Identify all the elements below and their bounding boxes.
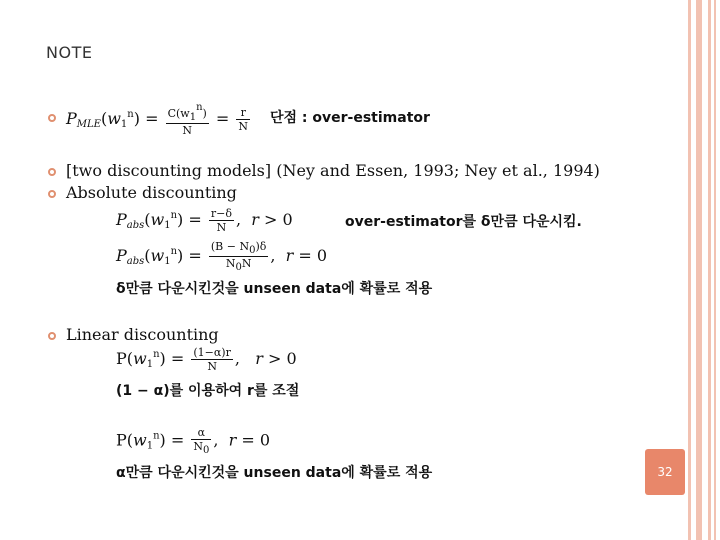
models-header: [two discounting models] (Ney and Essen, 1993; Ney et al., 1994) [66, 161, 600, 180]
absolute-header: Absolute discounting [66, 183, 237, 202]
decor-stripe [714, 0, 716, 540]
abs-unseen-note: δ만큼 다운시킨것을 unseen data에 확률로 적용 [116, 281, 433, 297]
bullet-icon [48, 332, 56, 340]
mle-note: 단점 : over-estimator [270, 110, 430, 126]
linear-formula-1: $P(w_1^n)$ = $\frac{(1-\alpha)r}{N}$ , r > 0 [116, 346, 297, 373]
linear-adjust-note: (1 − α)를 이용하여 r를 조절 [116, 383, 300, 399]
linear-unseen-note: α만큼 다운시킨것을 unseen data에 확률로 적용 [116, 465, 433, 481]
bullet-icon [48, 190, 56, 198]
decor-stripe [688, 0, 691, 540]
bullet-icon [48, 114, 56, 122]
linear-header: Linear discounting [66, 325, 219, 344]
abs-note: over-estimator를 δ만큼 다운시킴. [345, 214, 582, 230]
mle-formula: $P_{MLE}(w_1^n)$ = $\frac{C(w1n)}{N}$ = $\frac{r}{N}$ [66, 102, 249, 137]
decor-stripe [708, 0, 711, 540]
decor-stripe [696, 0, 702, 540]
abs-formula-1: $P_{abs}(w_1^n)$ = $\frac{r-\delta}{N}$ , r > 0 [116, 207, 293, 234]
bullet-icon [48, 168, 56, 176]
page-number: 32 [645, 449, 685, 495]
linear-formula-2: $P(w_1^n)$ = $\frac{\alpha}{N0}$ , r = 0 [116, 426, 271, 456]
slide-title: NOTE [46, 43, 93, 62]
abs-formula-2: $P_{abs}(w_1^n)$ = $\frac{(B - N0)\delta}{N0N}$ , r = 0 [116, 240, 328, 273]
